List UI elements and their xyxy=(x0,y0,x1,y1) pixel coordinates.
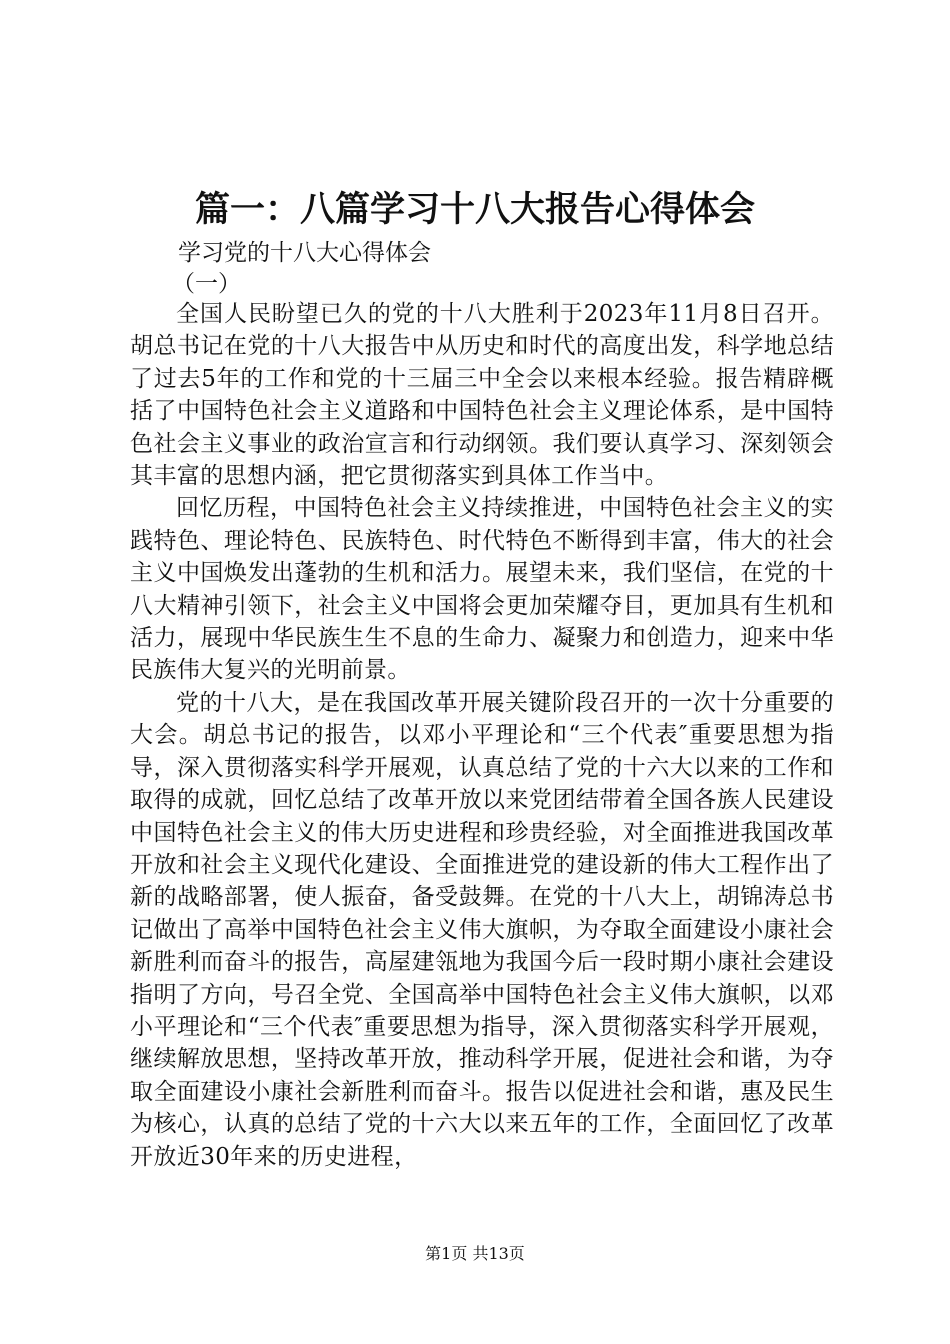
paragraph: 回忆历程，中国特色社会主义持续推进，中国特色社会主义的实践特色、理论特色、民族特色、时代特色不断得到丰富，伟大的社会主义中国焕发出蓬勃的生机和活力。展望未来，我们坚信，在党的十八大精神引领下，社会主义中国将会更加荣耀夺目，更加具有生机和活力，展现中华民族生生不息的生命力、凝聚力和创造力，迎来中华民族伟大复兴的光明前景。 xyxy=(130,495,834,684)
document-title: 篇一：八篇学习十八大报告心得体会 xyxy=(194,190,755,230)
document-subtitle: 学习党的十八大心得体会 xyxy=(178,240,431,266)
paragraph: 党的十八大，是在我国改革开展关键阶段召开的一次十分重要的大会。胡总书记的报告，以邓小平理论和“三个代表″重要思想为指导，深入贯彻落实科学开展观，认真总结了党的十六大以来的工作和取得的成就，回忆总结了改革开放以来党团结带着全国各族人民建设中国特色社会主义的伟大历史进程和珍贵经验，对全面推进我国改革开放和社会主义现代化建设、全面推进党的建设新的伟大工程作出了新的战略部署，使人振奋，备受鼓舞。在党的十八大上，胡锦涛总书记做出了高举中国特色社会主义伟大旗帜，为夺取全面建设小康社会新胜利而奋斗的报告，高屋建瓴地为我国今后一段时期小康社会建设指明了方向，号召全党、全国高举中国特色社会主义伟大旗帜，以邓小平理论和“三个代表″重要思想为指导，深入贯彻落实科学开展观，继续解放思想，坚持改革开放，推动科学开展，促进社会和谐，为夺取全面建设小康社会新胜利而奋斗。报告以促进社会和谐，惠及民生为核心，认真的总结了党的十六大以来五年的工作，全面回忆了改革开放近30年来的历史进程， xyxy=(130,689,834,1170)
body-text xyxy=(130,298,834,1173)
section-number: （一） xyxy=(172,271,241,297)
page-footer: 第1页 共13页 xyxy=(425,1244,525,1263)
paragraph: 全国人民盼望已久的党的十八大胜利于2023年11月8日召开。胡总书记在党的十八大报告中从历史和时代的高度出发，科学地总结了过去5年的工作和党的十三届三中全会以来根本经验。报告精辟概括了中国特色社会主义道路和中国特色社会主义理论体系，是中国特色社会主义事业的政治宣言和行动纲领。我们要认真学习、深刻领会其丰富的思想内涵，把它贯彻落实到具体工作当中。 xyxy=(130,301,834,490)
